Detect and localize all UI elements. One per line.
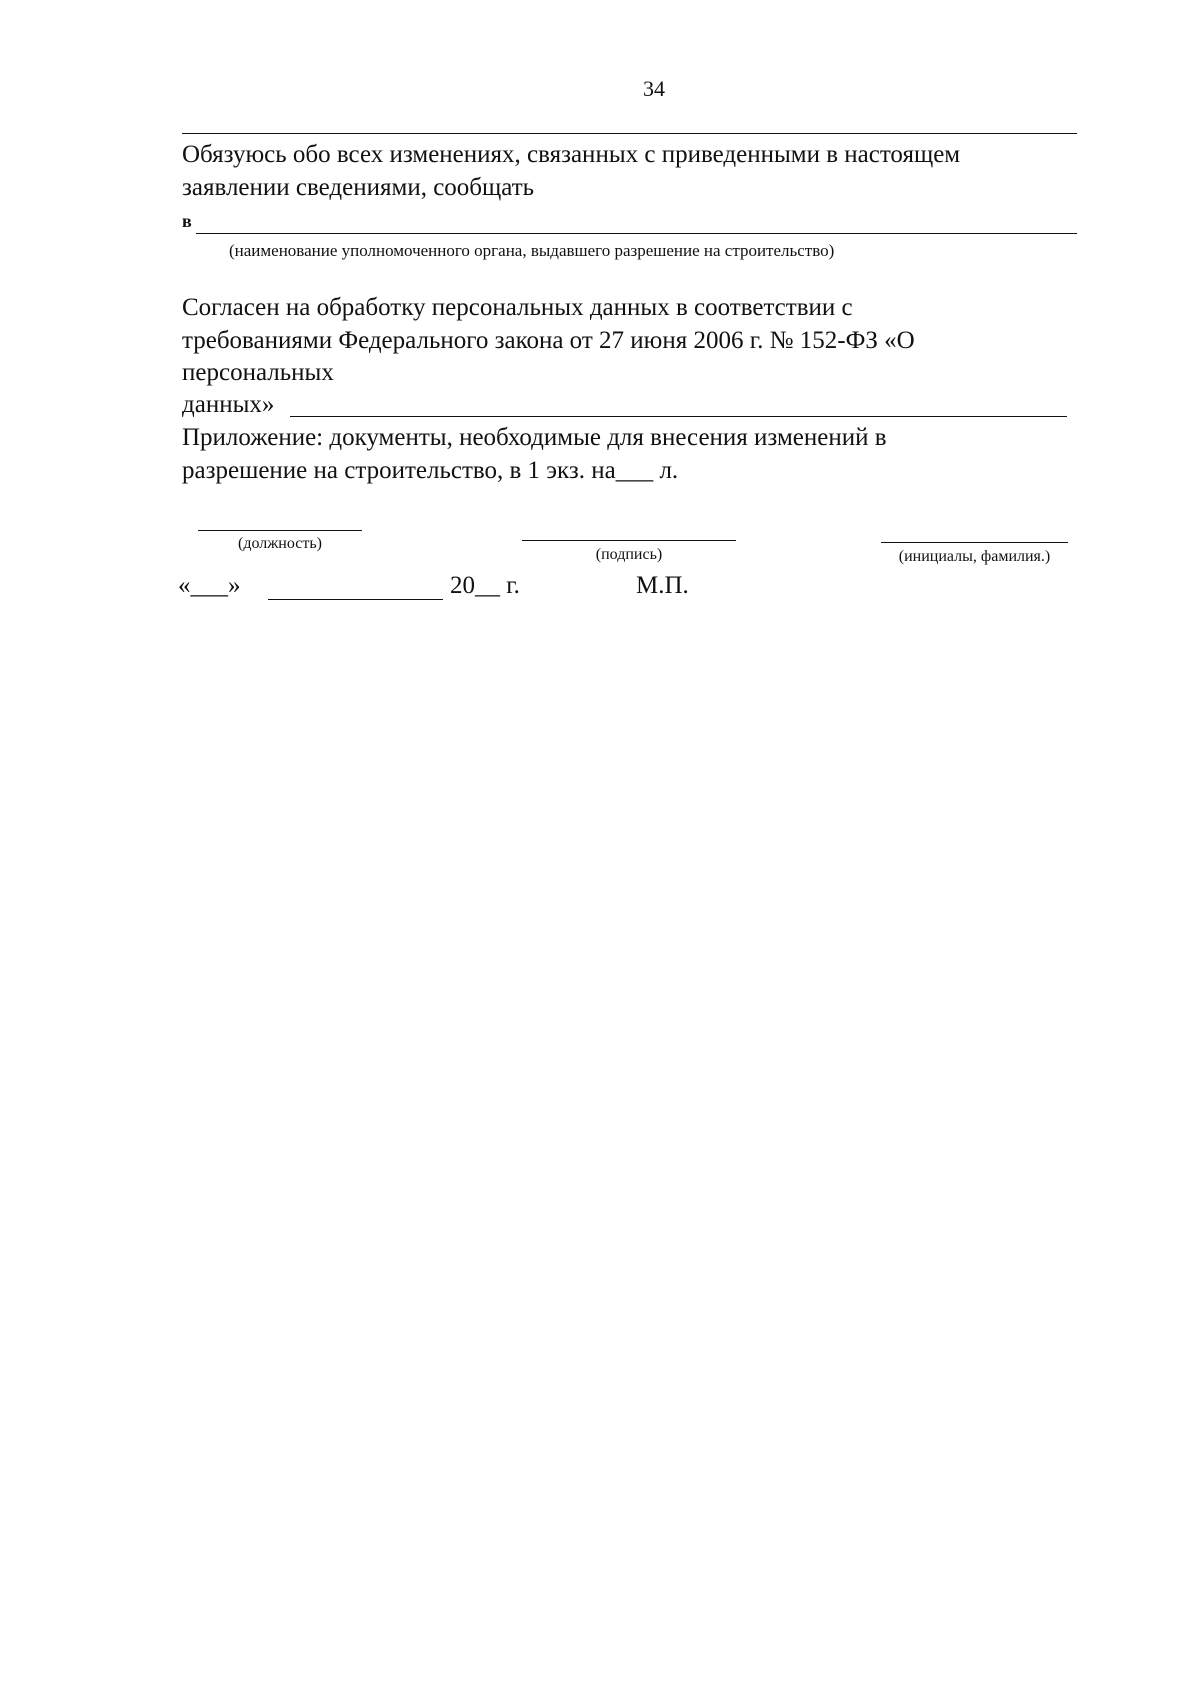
position-field-line [198,530,362,531]
signature-caption: (подпись) [595,546,663,563]
top-rule [182,133,1077,134]
position-caption: (должность) [238,535,322,552]
consent-line-2: требованиями Федерального закона от 27 июня 2006 г. № 152-ФЗ «О [182,327,915,354]
name-field-line [881,542,1068,543]
date-year: 20__ г. [450,572,520,599]
consent-line-4: данных» [182,391,275,418]
notify-prefix: в [182,211,192,231]
authority-field-line [196,233,1077,234]
consent-line-1: Согласен на обработку персональных данных в соответствии с [182,294,853,321]
stamp-placeholder: М.П. [636,572,689,599]
signature-field-line [522,540,736,541]
consent-line-3: персональных [182,359,334,386]
consent-field-line [290,416,1067,417]
page-number: 34 [643,76,665,101]
notify-line-2: заявлении сведениями, сообщать [182,174,535,201]
notify-line-1: Обязуюсь обо всех изменениях, связанных с приведенными в настоящем [182,141,961,168]
attachment-line-2: разрешение на строительство, в 1 экз. на___ л. [182,457,679,484]
attachment-line-1: Приложение: документы, необходимые для внесения изменений в [182,424,887,451]
name-caption: (инициалы, фамилия.) [898,548,1051,565]
date-day: «___» [178,572,241,599]
date-month-line [268,599,443,600]
authority-caption: (наименование уполномоченного органа, выдавшего разрешение на строительство) [229,241,835,260]
